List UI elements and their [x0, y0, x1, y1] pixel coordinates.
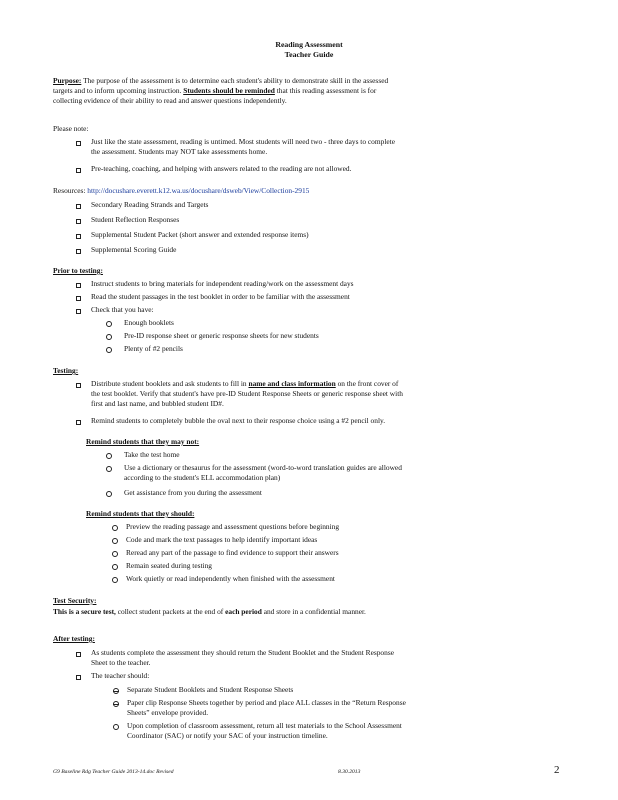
after-item-1-cont: Sheet to the teacher. [91, 658, 151, 667]
should-item-4: Remain seated during testing [126, 561, 212, 570]
testing-item-1-cont2: first and last name, and bubbled student ID#. [91, 399, 224, 408]
may-not-item-2-cont: according to the student's ELL accommodation plan) [124, 473, 281, 482]
circle-bullet-icon [106, 452, 112, 462]
after-sub-2-cont: Sheets” envelope provided. [127, 708, 209, 717]
note-item-1-cont: the assessment. Students may NOT take assessments home. [91, 147, 268, 156]
purpose-line-1 [53, 76, 388, 86]
resources-link[interactable]: http://docushare.everett.k12.wa.us/docushare/dsweb/View/Collection-2915 [87, 186, 310, 195]
prior-sub-2: Pre-ID response sheet or generic response sheets for new students [124, 331, 319, 340]
resources-line [53, 186, 309, 196]
document-subtitle: Teacher Guide [284, 50, 334, 59]
may-not-item-2: Use a dictionary or thesaurus for the assessment (word-to-word translation guides are allowed [124, 463, 402, 472]
may-not-item-1: Take the test home [124, 450, 180, 459]
page-number: 2 [554, 764, 560, 776]
circle-bullet-icon [112, 576, 118, 586]
footer-date: 8.30.2013 [338, 769, 361, 775]
name-class-emphasis: name and class information [248, 379, 336, 388]
students-reminded-emphasis: Students should be reminded [183, 86, 275, 95]
should-heading: Remind students that they should: [86, 509, 195, 518]
may-not-item-3: Get assistance from you during the assessment [124, 488, 262, 497]
resource-item-2: Student Reflection Responses [91, 215, 180, 224]
prior-item-2: Read the student passages in the test booklet in order to be familiar with the assessment [91, 292, 350, 301]
purpose-line-2: targets and to inform upcoming instruction. Students should be reminded that this reading assessment is for [53, 86, 377, 95]
after-item-1: As students complete the assessment they should return the Student Booklet and the Student Response [91, 648, 394, 657]
footer-filename: G9 Baseline Rdg Teacher Guide 2013-14.doc Revised [53, 769, 174, 775]
circle-bullet-icon [106, 465, 112, 475]
testing-heading: Testing: [53, 366, 79, 375]
should-item-5: Work quietly or read independently when finished with the assessment [126, 574, 335, 583]
may-not-heading: Remind students that they may not: [86, 437, 200, 446]
square-bullet-icon [76, 202, 81, 212]
should-item-2: Code and mark the text passages to help identify important ideas [126, 535, 318, 544]
square-bullet-icon [76, 166, 81, 176]
please-note-label: Please note: [53, 124, 89, 133]
document-title: Reading Assessment [275, 40, 343, 49]
testing-item-1: Distribute student booklets and ask students to fill in name and class information on the front cover of [91, 379, 399, 388]
prior-item-3: Check that you have: [91, 305, 154, 314]
circle-bullet-icon [112, 537, 118, 547]
after-sub-3: Upon completion of classroom assessment, return all test materials to the School Assessment [127, 721, 402, 730]
prior-item-1: Instruct students to bring materials for independent reading/work on the assessment days [91, 279, 354, 288]
prior-sub-1: Enough booklets [124, 318, 174, 327]
circle-bullet-icon [112, 524, 118, 534]
dashed-circle-bullet-icon [113, 687, 119, 697]
resource-item-1: Secondary Reading Strands and Targets [91, 200, 209, 209]
circle-bullet-icon [106, 346, 112, 356]
test-security-text: This is a secure test, collect student packets at the end of each period and store in a confidential manner. [53, 607, 366, 616]
circle-bullet-icon [113, 723, 119, 733]
square-bullet-icon [76, 294, 81, 304]
after-testing-heading: After testing: [53, 634, 95, 643]
square-bullet-icon [76, 650, 81, 660]
testing-item-2: Remind students to completely bubble the oval next to their response choice using a #2 pencil only. [91, 416, 386, 425]
prior-sub-3: Plenty of #2 pencils [124, 344, 183, 353]
prior-to-testing-heading: Prior to testing: [53, 266, 103, 275]
square-bullet-icon [76, 418, 81, 428]
circle-bullet-icon [106, 320, 112, 330]
circle-bullet-icon [106, 490, 112, 500]
square-bullet-icon [76, 381, 81, 391]
square-bullet-icon [76, 217, 81, 227]
circle-bullet-icon [112, 550, 118, 560]
resources-label: Resources: [53, 186, 86, 195]
resource-item-4: Supplemental Scoring Guide [91, 245, 177, 254]
after-sub-2: Paper clip Response Sheets together by period and place ALL classes in the “Return Response [127, 698, 406, 707]
note-item-2: Pre-teaching, coaching, and helping with answers related to the reading are not allowed. [91, 164, 352, 173]
test-security-heading: Test Security: [53, 596, 97, 605]
testing-item-1-cont: the test booklet. Verify that student's have pre-ID Student Response Sheets or generic response sheet with [91, 389, 403, 398]
square-bullet-icon [76, 281, 81, 291]
square-bullet-icon [76, 139, 81, 149]
resource-item-3: Supplemental Student Packet (short answer and extended response items) [91, 230, 309, 239]
after-item-2: The teacher should: [91, 671, 150, 680]
circle-bullet-icon [106, 333, 112, 343]
dashed-circle-bullet-icon [113, 700, 119, 710]
purpose-text-1: The purpose of the assessment is to determine each student's ability to demonstrate skill in the assessed [83, 76, 389, 85]
after-sub-3-cont: Coordinator (SAC) or notify your SAC of your instruction timeline. [127, 731, 328, 740]
should-item-1: Preview the reading passage and assessment questions before beginning [126, 522, 340, 531]
purpose-label: Purpose: [53, 76, 82, 85]
circle-bullet-icon [112, 563, 118, 573]
should-item-3: Reread any part of the passage to find evidence to support their answers [126, 548, 339, 557]
square-bullet-icon [76, 232, 81, 242]
purpose-line-3: collecting evidence of their ability to read and answer questions independently. [53, 96, 287, 105]
note-item-1: Just like the state assessment, reading is untimed. Most students will need two - three days to complete [91, 137, 395, 146]
square-bullet-icon [76, 247, 81, 257]
square-bullet-icon [76, 673, 81, 683]
square-bullet-icon [76, 307, 81, 317]
after-sub-1: Separate Student Booklets and Student Response Sheets [127, 685, 294, 694]
